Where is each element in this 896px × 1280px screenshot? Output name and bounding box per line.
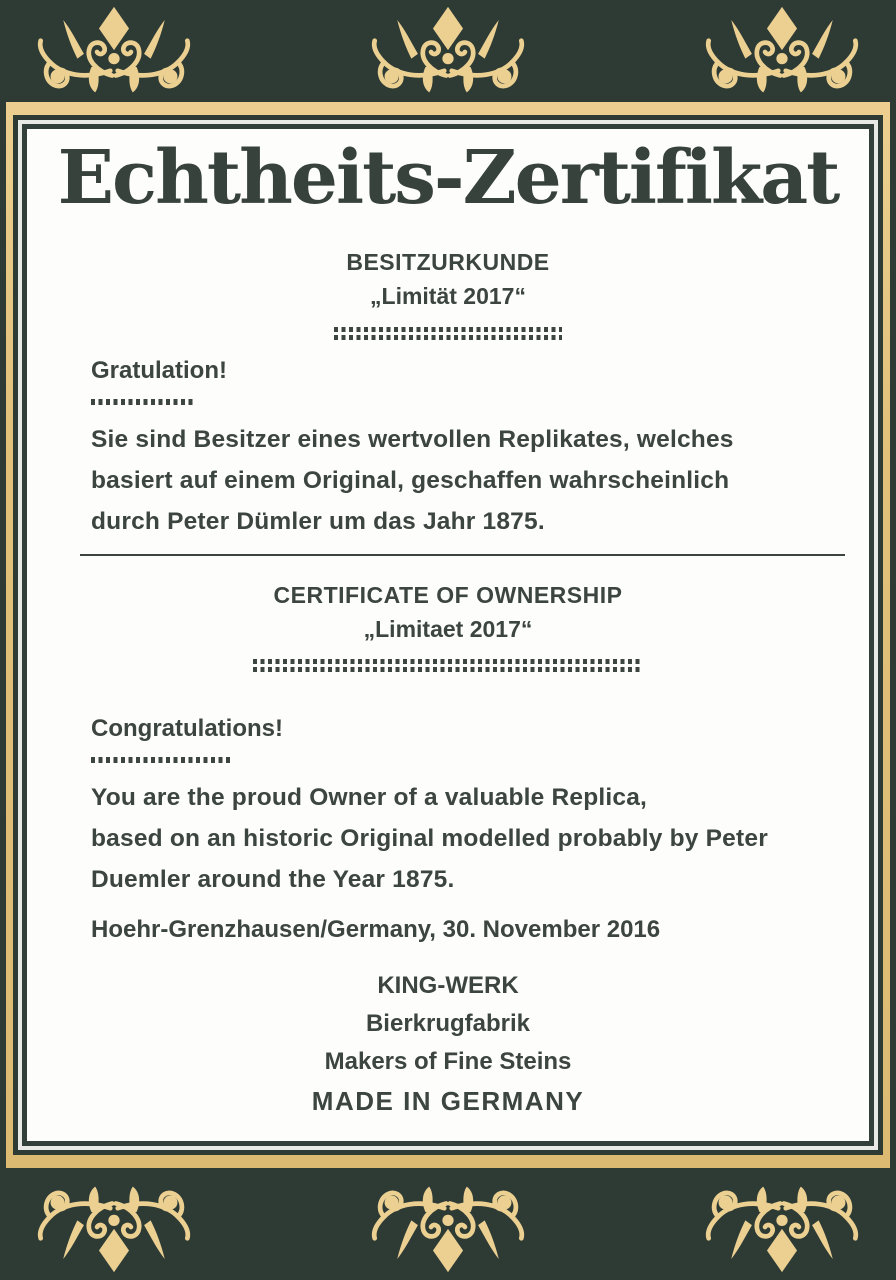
german-salutation: Gratulation! xyxy=(91,357,227,384)
dotted-separator xyxy=(334,327,562,340)
dotted-separator xyxy=(91,399,195,405)
made-in-germany-label: MADE IN GERMANY xyxy=(311,1086,585,1116)
flourish-ornament-icon xyxy=(26,1180,202,1274)
english-paragraph-line: based on an historic Original modelled probably by Peter xyxy=(91,825,768,852)
english-paragraph-line: You are the proud Owner of a valuable Replica, xyxy=(91,784,648,811)
maker-tagline: Makers of Fine Steins xyxy=(324,1048,572,1075)
english-subheading: „Limitaet 2017“ xyxy=(363,616,533,642)
dotted-separator xyxy=(253,659,643,672)
german-paragraph-line: durch Peter Dümler um das Jahr 1875. xyxy=(91,508,545,535)
certificate-body xyxy=(27,129,869,1141)
german-paragraph xyxy=(91,419,829,542)
top-ornament-band xyxy=(0,5,896,99)
flourish-ornament-icon xyxy=(360,5,536,99)
maker-name: KING-WERK xyxy=(377,972,519,999)
place-date-line: Hoehr-Grenzhausen/Germany, 30. November 2016 xyxy=(91,916,661,943)
dotted-row xyxy=(253,667,643,672)
german-paragraph-line: basiert auf einem Original, geschaffen wahrscheinlich xyxy=(91,467,730,494)
frame-dark-band xyxy=(13,115,883,1155)
dotted-row xyxy=(334,327,562,332)
german-heading: BESITZURKUNDE xyxy=(346,249,550,275)
gold-frame xyxy=(6,102,890,1168)
english-heading: CERTIFICATE OF OWNERSHIP xyxy=(273,582,623,608)
flourish-ornament-icon xyxy=(26,5,202,99)
dotted-row xyxy=(334,335,562,340)
flourish-ornament-icon xyxy=(694,1180,870,1274)
maker-factory: Bierkrugfabrik xyxy=(365,1010,531,1037)
english-paragraph-line: Duemler around the Year 1875. xyxy=(91,866,455,893)
dotted-separator xyxy=(91,757,231,763)
bottom-ornament-band xyxy=(0,1180,896,1274)
english-paragraph xyxy=(91,777,829,900)
frame-inner-dark-band xyxy=(22,124,874,1146)
german-subheading: „Limität 2017“ xyxy=(370,283,526,309)
section-divider xyxy=(80,554,845,556)
flourish-ornament-icon xyxy=(694,5,870,99)
flourish-ornament-icon xyxy=(360,1180,536,1274)
certificate-title: Echtheits-Zertifikat xyxy=(57,135,839,221)
dotted-row xyxy=(253,659,643,664)
frame-light-pinstripe xyxy=(18,120,878,1150)
english-salutation: Congratulations! xyxy=(91,715,283,742)
german-paragraph-line: Sie sind Besitzer eines wertvollen Replikates, welches xyxy=(91,426,734,453)
